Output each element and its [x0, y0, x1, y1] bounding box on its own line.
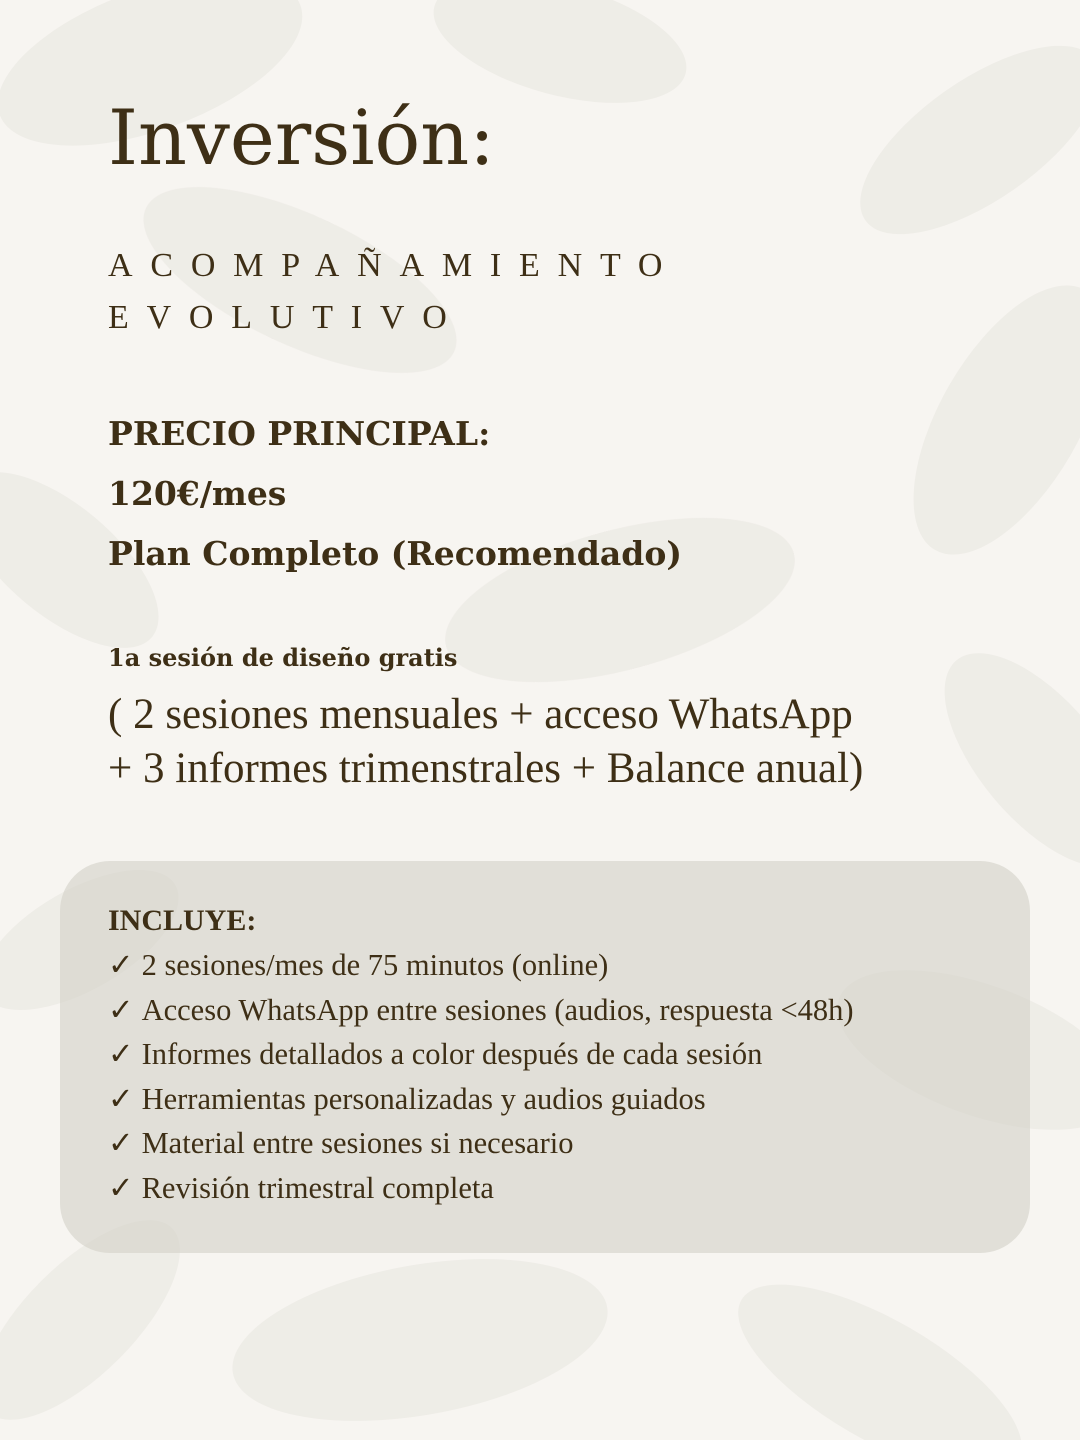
sessions-detail	[108, 688, 863, 796]
list-item-text: 2 sesiones/mes de 75 minutos (online)	[141, 948, 609, 982]
sessions-detail-line-1: ( 2 sesiones mensuales + acceso WhatsApp	[108, 691, 853, 738]
list-item	[108, 943, 982, 988]
plan-name: Plan Completo (Recomendado)	[108, 534, 682, 573]
subtitle-line-2: EVOLUTIVO	[108, 299, 465, 336]
list-item-text: Material entre sesiones si necesario	[141, 1126, 574, 1161]
list-item	[108, 1121, 982, 1166]
checkmark-icon: ✓	[108, 1170, 134, 1205]
includes-heading: INCLUYE:	[108, 904, 257, 937]
list-item	[108, 988, 982, 1033]
sessions-detail-line-2: + 3 informes trimenstrales + Balance anual)	[108, 745, 864, 792]
checkmark-icon: ✓	[108, 992, 134, 1027]
list-item	[108, 1077, 982, 1122]
list-item	[108, 1166, 982, 1211]
checkmark-icon: ✓	[108, 1037, 134, 1072]
page-title: Inversión:	[108, 93, 495, 182]
includes-panel	[60, 861, 1030, 1253]
list-item-text: Acceso WhatsApp entre sesiones (audios, respuesta <48h)	[141, 992, 854, 1027]
checkmark-icon: ✓	[108, 1126, 134, 1161]
free-session-note: 1a sesión de diseño gratis	[108, 643, 458, 672]
list-item-text: Revisión trimestral completa	[141, 1170, 494, 1205]
list-item-text: Informes detallados a color después de cada sesión	[141, 1037, 763, 1072]
checkmark-icon: ✓	[108, 948, 134, 982]
checkmark-icon: ✓	[108, 1081, 134, 1116]
list-item	[108, 1032, 982, 1077]
price-amount: 120€/mes	[108, 474, 287, 513]
list-item-text: Herramientas personalizadas y audios guiados	[141, 1081, 706, 1116]
service-subtitle	[108, 240, 968, 344]
includes-list	[108, 943, 982, 1211]
price-heading: PRECIO PRINCIPAL:	[108, 414, 491, 453]
main-price-block	[108, 404, 682, 584]
subtitle-line-1: ACOMPAÑAMIENTO	[108, 247, 681, 284]
